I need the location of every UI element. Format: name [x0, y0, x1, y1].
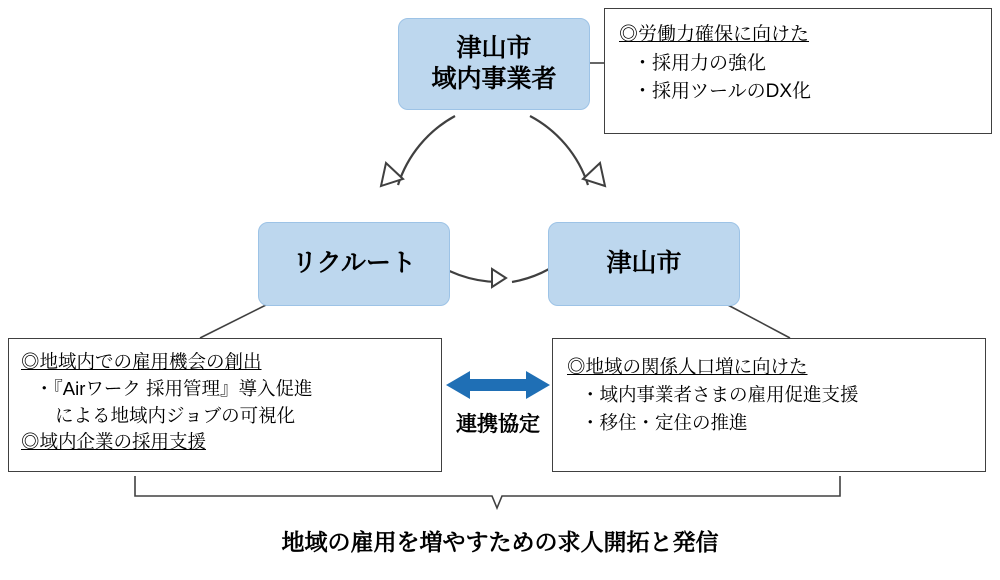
callout-bottom-left-item-2: による地域内ジョブの可視化 [55, 404, 296, 426]
callout-bottom-right-heading: ◎地域の関係人口増に向けた [567, 356, 808, 377]
callout-bottom-right-item-1: ・域内事業者さまの雇用促進支援 [581, 383, 859, 405]
bottom-bracket [135, 476, 840, 508]
node-top-line2: 域内事業者 [431, 65, 557, 93]
cycle-arrowhead-bottom [492, 269, 506, 287]
cycle-arc-top-right [530, 116, 588, 185]
cycle-arc-top-left [398, 116, 455, 185]
node-tsuyama-city[interactable] [548, 222, 740, 306]
callout-bottom-left [8, 338, 442, 472]
node-right-label: 津山市 [606, 249, 682, 278]
callout-bottom-left-heading-2: ◎域内企業の採用支援 [21, 431, 207, 453]
node-tsuyama-local-businesses[interactable] [398, 18, 590, 110]
diagram-caption: 地域の雇用を増やすための求人開拓と発信 [281, 529, 719, 555]
node-left-label: リクルート [292, 249, 416, 278]
callout-bottom-right [552, 338, 986, 472]
callout-top-right-item-1: ・採用力の強化 [633, 52, 767, 74]
leader-bottom-left [200, 304, 268, 338]
callout-top-right-heading: ◎労働力確保に向けた [619, 24, 810, 45]
callout-bottom-right-item-2: ・移住・定住の推進 [581, 411, 748, 433]
leader-bottom-right [726, 304, 790, 338]
callout-top-right-item-2: ・採用ツールのDX化 [633, 81, 812, 102]
callout-top-right [604, 8, 992, 134]
node-recruit[interactable] [258, 222, 450, 306]
callout-bottom-left-heading: ◎地域内での雇用機会の創出 [21, 351, 262, 372]
partnership-label: 連携協定 [456, 413, 540, 436]
callout-bottom-left-item-1: ・『Airワーク 採用管理』導入促進 [35, 377, 313, 399]
partnership-arrow [446, 371, 550, 399]
node-top-line1: 津山市 [456, 33, 532, 62]
